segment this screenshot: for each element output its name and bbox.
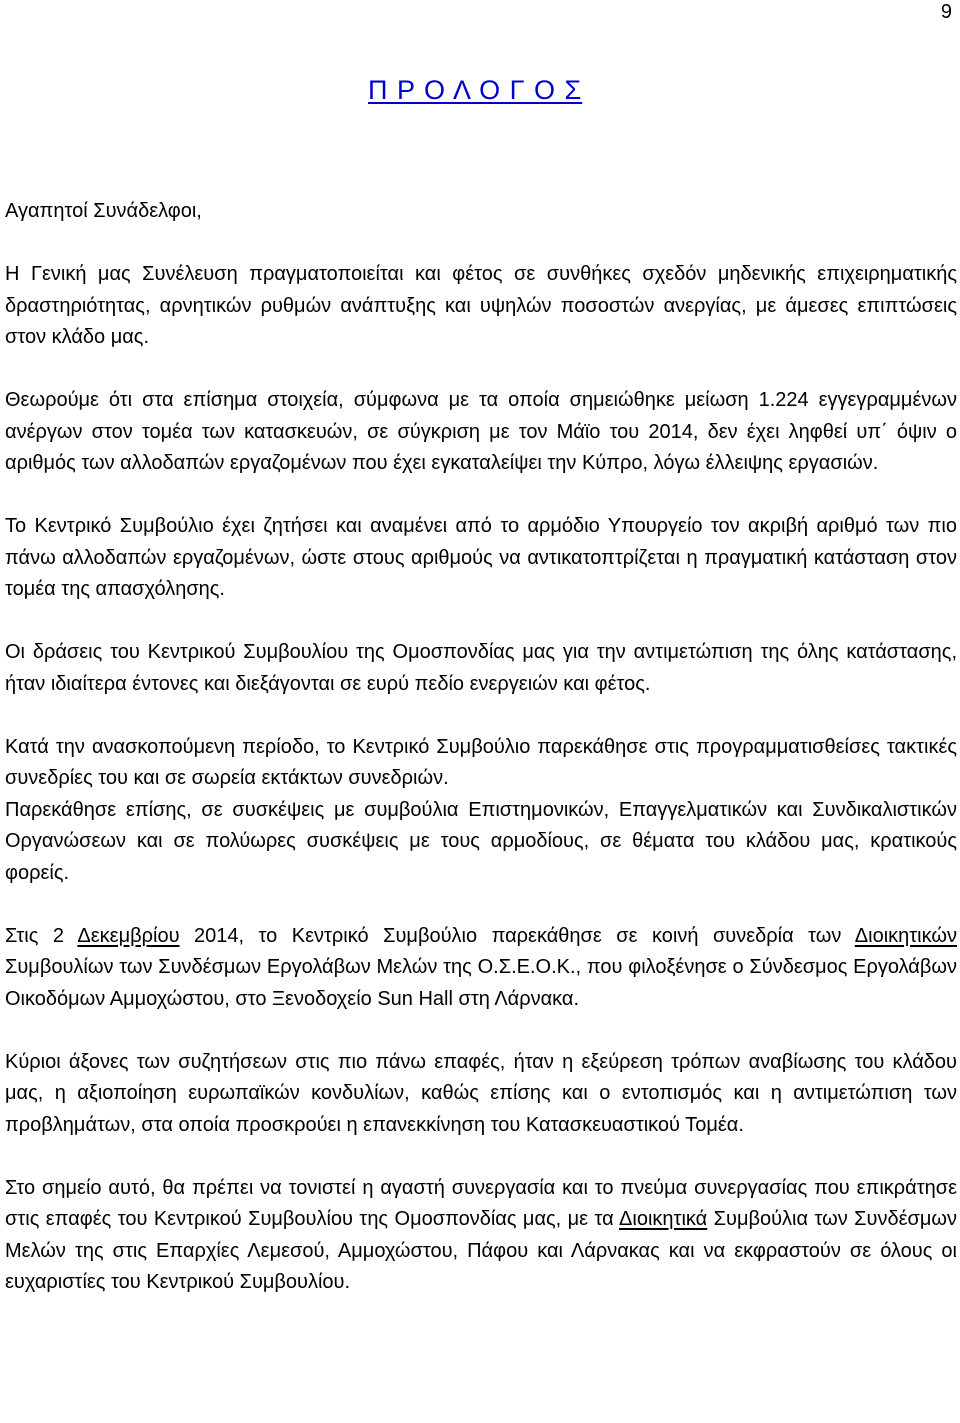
paragraph-7-underlined-month: Δεκεμβρίου — [77, 924, 180, 947]
paragraph-3: Το Κεντρικό Συμβούλιο έχει ζητήσει και αναμένει από το αρμόδιο Υπουργείο τον ακριβή αριθμό των πιο πάνω αλλοδαπών εργαζομένων, ώστε στους αριθμούς να αντικατοπτρίζεται η πραγματική κατάσταση στον τομέα της απασχόλησης. — [5, 515, 957, 600]
paragraph-9-text-c: Συμβούλια των Συνδέσμων Μελών της στις Επαρχίες Λεμεσού, Αμμοχώστου, Πάφου και Λάρνακας και να εκφραστούν σε όλους οι ευχαριστίες του Κεντρικού Συμβουλίου. — [5, 1208, 957, 1293]
paragraph-9 — [5, 1173, 957, 1299]
greeting: Αγαπητοί Συνάδελφοι, — [5, 200, 202, 222]
paragraph-9-underlined-word: Διοικητικά — [619, 1208, 708, 1230]
paragraph-7-underlined-word: Διοικητικών — [854, 924, 957, 947]
paragraph-7-text-e: Συμβουλίων των Συνδέσμων Εργολάβων Μελών της Ο.Σ.Ε.Ο.Κ., που φιλοξένησε ο Σύνδεσμος Εργολάβων Οικοδόμων Αμμοχώστου, στο Ξενοδοχείο Sun Hall στη Λάρνακα. — [5, 956, 957, 1010]
paragraph-5: Κατά την ανασκοπούμενη περίοδο, το Κεντρικό Συμβούλιο παρεκάθησε στις προγραμματισθείσες τακτικές συνεδρίες του και σε σωρεία εκτάκτων συνεδριών. — [5, 735, 957, 789]
paragraph-7 — [5, 921, 957, 1016]
paragraph-1: Η Γενική μας Συνέλευση πραγματοποιείται και φέτος σε συνθήκες σχεδόν μηδενικής επιχειρηματικής δραστηριότητας, αρνητικών ρυθμών ανάπτυξης και υψηλών ποσοστών ανεργίας, με άμεσες επιπτώσεις στον κλάδο μας. — [5, 263, 957, 348]
paragraph-6: Παρεκάθησε επίσης, σε συσκέψεις με συμβούλια Επιστημονικών, Επαγγελματικών και Συνδικαλιστικών Οργανώσεων και σε πολύωρες συσκέψεις με τους αρμοδίους, σε θέματα του κλάδου μας, κρατικούς φορείς. — [5, 798, 957, 884]
page-number: 9 — [940, 1, 952, 23]
page-title: Π Ρ Ο Λ Ο Γ Ο Σ — [368, 75, 583, 105]
document-body — [5, 196, 957, 1299]
paragraph-7-text-c: 2014, το Κεντρικό Συμβούλιο παρεκάθησε σε κοινή συνεδρία των — [179, 924, 855, 947]
paragraph-8: Κύριοι άξονες των συζητήσεων στις πιο πάνω επαφές, ήταν η εξεύρεση τρόπων αναβίωσης του κλάδου μας, η αξιοποίηση ευρωπαϊκών κονδυλίων, καθώς επίσης και ο εντοπισμός και η αντιμετώπιση των προβλημάτων, στα οποία προσκρούει η επανεκκίνηση του Κατασκευαστικού Τομέα. — [5, 1050, 957, 1136]
paragraph-4: Οι δράσεις του Κεντρικού Συμβουλίου της Ομοσπονδίας μας για την αντιμετώπιση της όλης κατάστασης, ήταν ιδιαίτερα έντονες και διεξάγονται σε ευρύ πεδίο ενεργειών και φέτος. — [5, 641, 957, 695]
paragraph-2: Θεωρούμε ότι στα επίσημα στοιχεία, σύμφωνα με τα οποία σημειώθηκε μείωση 1.224 εγγεγραμμένων ανέργων στον τομέα των κατασκευών, σε σύγκριση με τον Μάϊο του 2014, δεν έχει ληφθεί υπ΄ όψιν ο αριθμός των αλλοδαπών εργαζομένων που έχει εγκαταλείψει την Κύπρο, λόγω έλλειψης εργασιών. — [5, 389, 957, 474]
paragraph-9-text-a: Στο σημείο αυτό, θα πρέπει να τονιστεί η αγαστή συνεργασία και το πνεύμα συνεργασίας που επικράτησε στις επαφές του Κεντρικού Συμβουλίου της Ομοσπονδίας μας, με τα — [5, 1176, 957, 1230]
paragraph-7-text-a: Στις 2 — [5, 924, 78, 947]
